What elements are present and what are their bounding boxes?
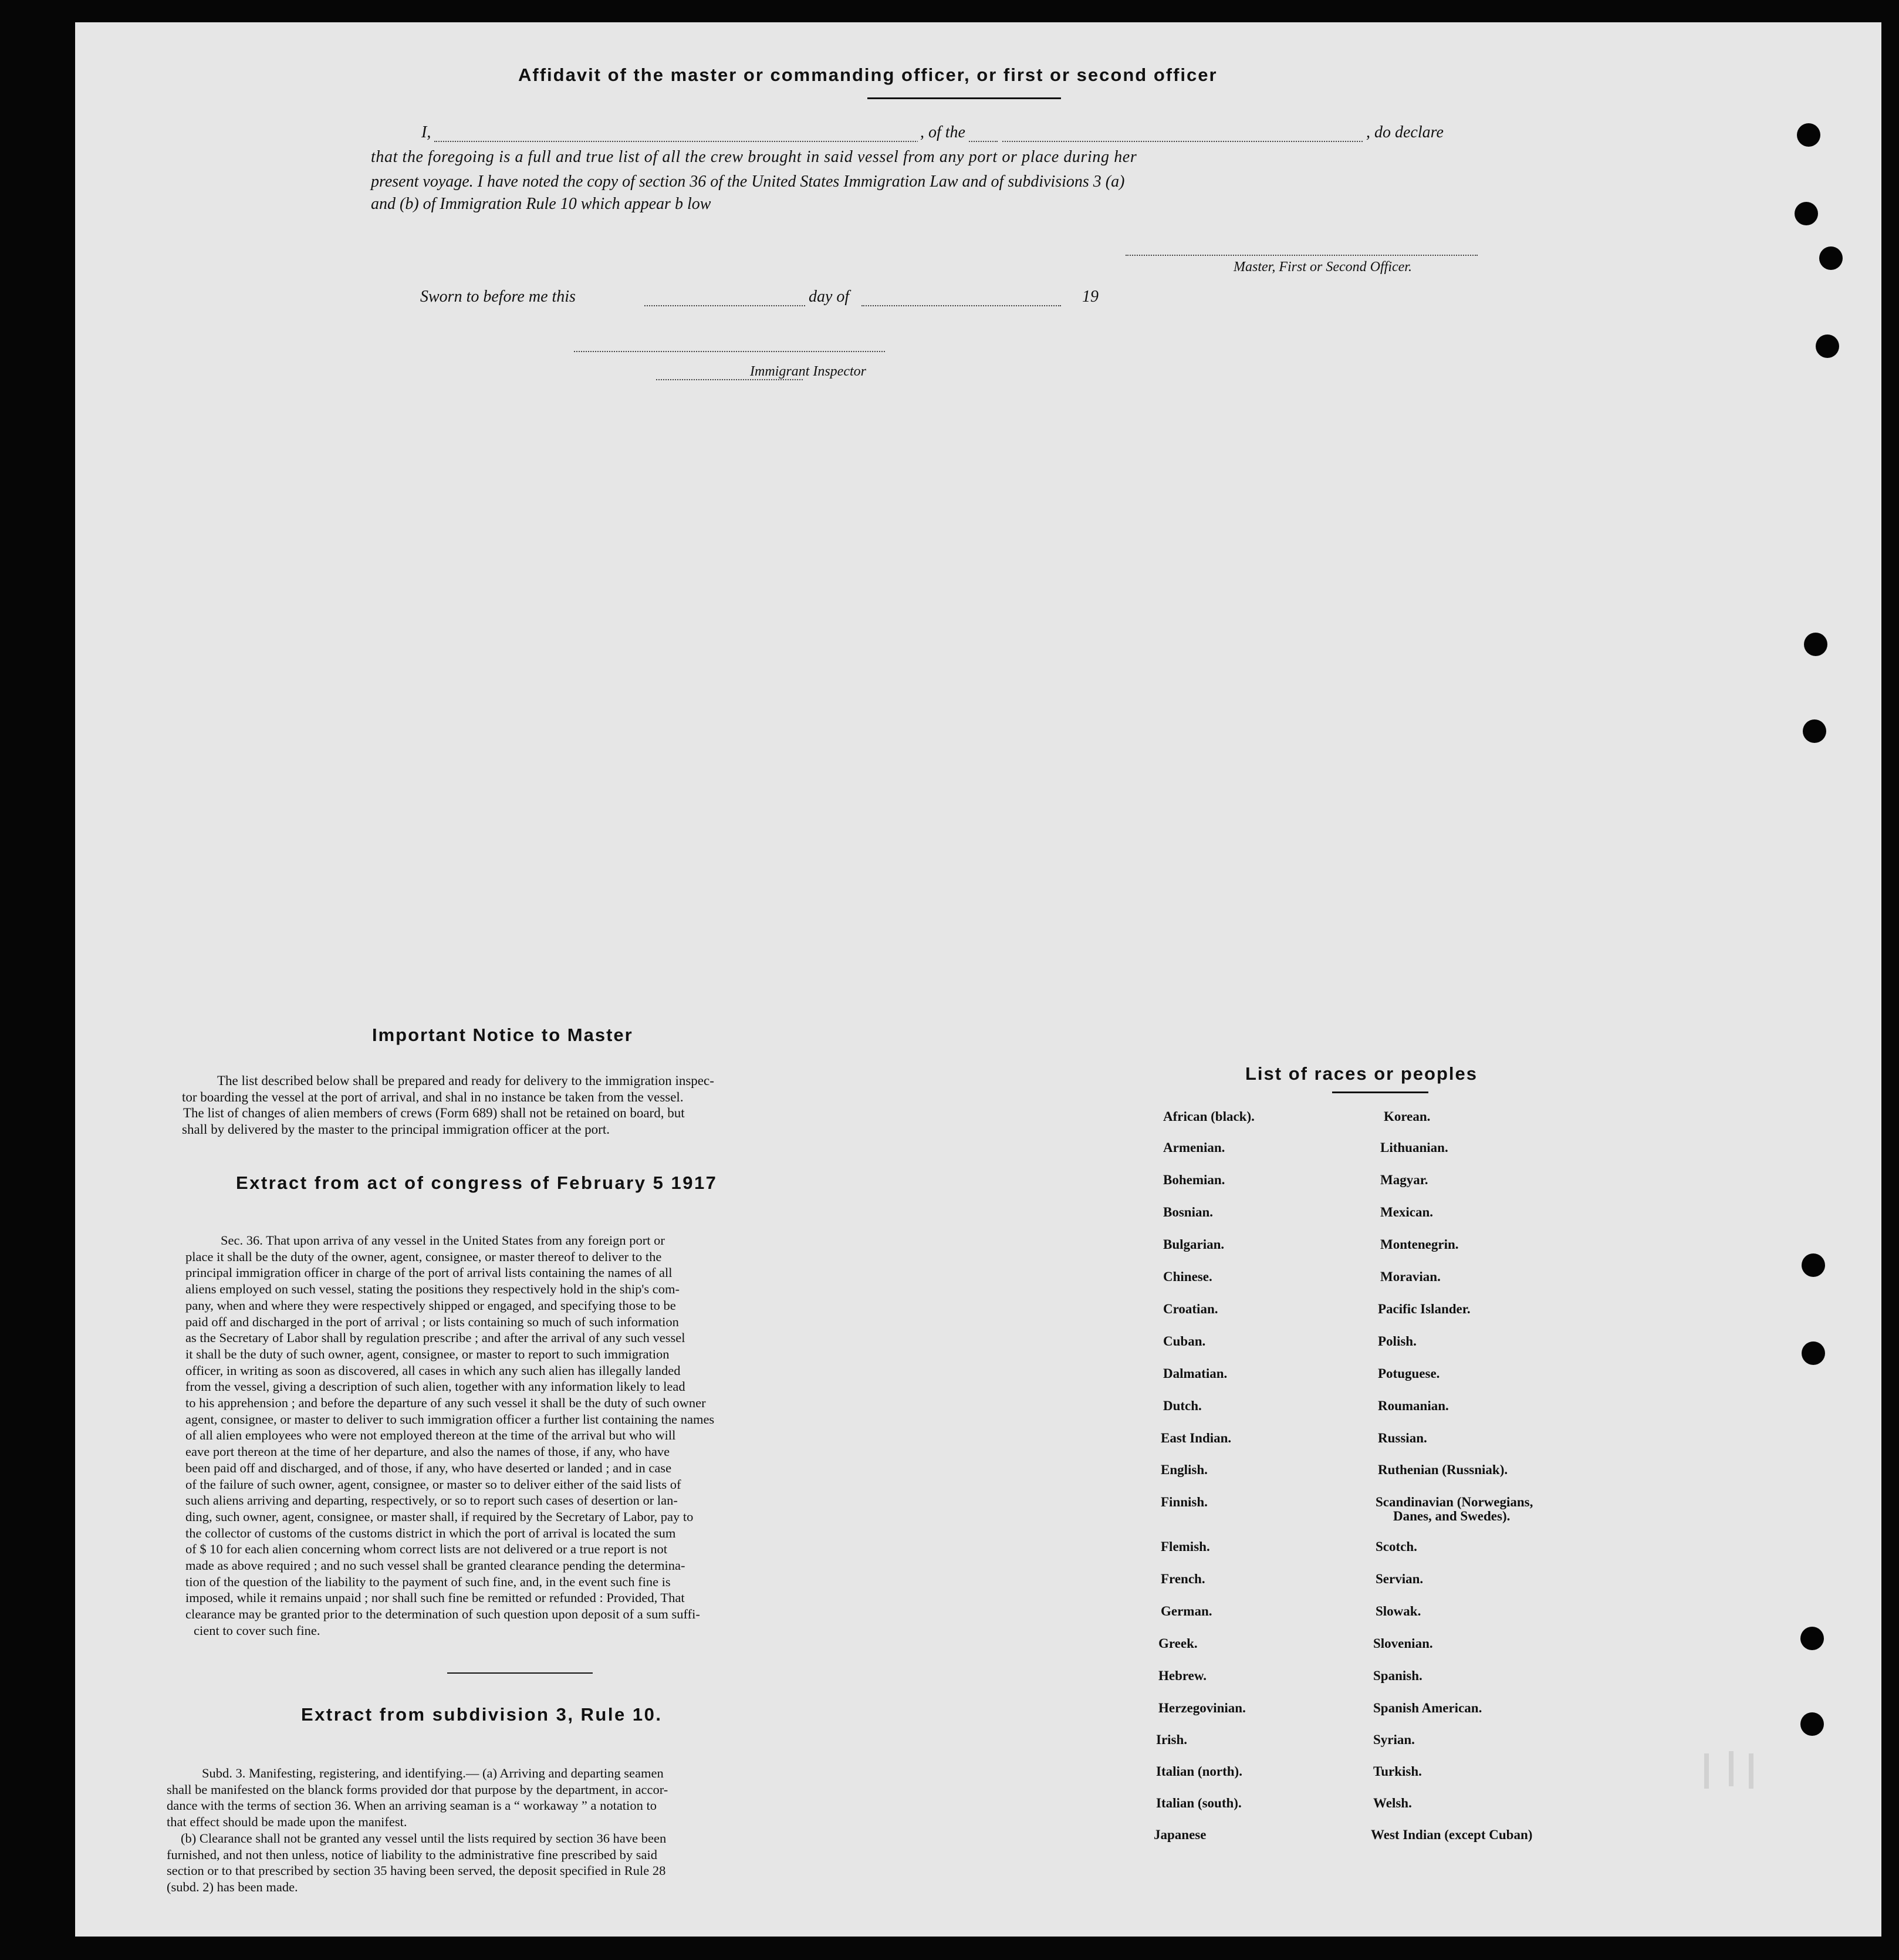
race-right: Polish.	[1378, 1334, 1417, 1349]
rule-line: furnished, and not then unless, notice of liability to the administrative fine prescribed by said	[167, 1847, 658, 1862]
race-right: Ruthenian (Russniak).	[1378, 1462, 1508, 1477]
punch-hole	[1795, 202, 1818, 225]
scan-mark	[1704, 1753, 1709, 1789]
act-line: of all alien employees who were not employed thereon at the time of the arrival but who will	[185, 1428, 676, 1443]
punch-hole	[1804, 633, 1827, 656]
race-right: West Indian (except Cuban)	[1371, 1827, 1533, 1842]
races-title: List of races or peoples	[1245, 1063, 1478, 1084]
manifest-page	[75, 22, 1881, 1937]
race-left: Greek.	[1158, 1636, 1198, 1651]
race-right: Korean.	[1384, 1109, 1431, 1124]
race-right: Moravian.	[1380, 1269, 1441, 1284]
race-right: Russian.	[1378, 1431, 1427, 1445]
inspector-label: Immigrant Inspector	[750, 364, 866, 379]
notice-line: The list described below shall be prepared and ready for delivery to the immigration inspec-	[217, 1073, 714, 1088]
race-right: Slovenian.	[1373, 1636, 1433, 1651]
act-line: from the vessel, giving a description of such alien, together with any information likely to lead	[185, 1379, 685, 1394]
rule-line: Subd. 3. Manifesting, registering, and identifying.— (a) Arriving and departing seamen	[202, 1766, 664, 1780]
race-left: Bosnian.	[1163, 1205, 1214, 1219]
race-right: Servian.	[1376, 1572, 1424, 1586]
race-right: Pacific Islander.	[1378, 1302, 1471, 1316]
act-line: Sec. 36. That upon arriva of any vessel in the United States from any foreign port or	[221, 1233, 665, 1248]
notice-line: tor boarding the vessel at the port of arrival, and shal in no instance be taken from the vessel.	[182, 1089, 684, 1104]
race-right: Welsh.	[1373, 1796, 1412, 1810]
act-line: pany, when and where they were respectively shipped or engaged, and specifying those to be	[185, 1297, 676, 1313]
signature-label: Master, First or Second Officer.	[1234, 259, 1412, 275]
rule-line: shall be manifested on the blanck forms provided dor that purpose by the department, in accor-	[167, 1782, 668, 1797]
race-left: Bulgarian.	[1163, 1237, 1225, 1252]
race-right: Scandinavian (Norwegians,	[1376, 1495, 1533, 1509]
punch-hole	[1819, 246, 1843, 270]
affidavit-title: Affidavit of the master or commanding officer, or first or second officer	[518, 65, 1218, 85]
race-left: African (black).	[1163, 1109, 1255, 1124]
rule-line: (b) Clearance shall not be granted any vessel until the lists required by section 36 have been	[181, 1830, 667, 1846]
punch-hole	[1797, 123, 1820, 147]
sworn-day-of: day of	[806, 288, 851, 306]
race-right: Roumanian.	[1378, 1398, 1449, 1413]
scan-mark	[1749, 1753, 1753, 1789]
race-left: Herzegovinian.	[1158, 1701, 1246, 1715]
race-left: Flemish.	[1161, 1539, 1210, 1554]
act-title: Extract from act of congress of February 5 1917	[236, 1172, 718, 1193]
race-left: Chinese.	[1163, 1269, 1212, 1284]
act-line: cient to cover such fine.	[194, 1623, 320, 1638]
notice-title: Important Notice to Master	[372, 1025, 633, 1045]
notice-line: The list of changes of alien members of crews (Form 689) shall not be retained on board, but	[183, 1106, 685, 1121]
race-left: French.	[1161, 1572, 1205, 1586]
rule-text	[167, 1765, 857, 1895]
declaration-line-2: that the foregoing is a full and true list of all the crew brought in said vessel from any port or place during her	[371, 148, 1137, 166]
act-line: the collector of customs of the customs district in which the port of arrival is located the sum	[185, 1525, 676, 1540]
act-line: of the failure of such owner, agent, consignee, or master so to deliver either of the said lists of	[185, 1476, 681, 1492]
sworn-month-blank	[861, 305, 1061, 306]
act-line: to his apprehension ; and before the departure of any such vessel it shall be the duty of such owner	[185, 1395, 706, 1411]
act-line: agent, consignee, or master to deliver to such immigration officer a further list containing the names	[185, 1411, 715, 1427]
race-left: Dalmatian.	[1163, 1366, 1228, 1381]
act-line: aliens employed on such vessel, stating the positions they respectively hold in the ship's com-	[185, 1282, 680, 1297]
act-line: clearance may be granted prior to the determination of such question upon deposit of a sum suffi-	[185, 1607, 700, 1622]
race-left: Irish.	[1156, 1732, 1188, 1747]
declaration-i: I,	[421, 123, 431, 141]
rule-line: dance with the terms of section 36. When an arriving seaman is a “ workaway ” a notation to	[167, 1798, 657, 1813]
act-line: paid off and discharged in the port of arrival ; or lists containing so much of such information	[185, 1314, 679, 1329]
race-right: Turkish.	[1373, 1764, 1422, 1779]
race-right: Slowak.	[1376, 1604, 1421, 1618]
rule-line: (subd. 2) has been made.	[167, 1879, 298, 1894]
punch-hole	[1800, 1712, 1824, 1736]
act-line: imposed, while it remains unpaid ; nor shall such fine be remitted or refunded : Provided, That	[185, 1590, 685, 1606]
act-line: such aliens arriving and departing, respectively, or so to report such cases of desertion or lan-	[185, 1493, 678, 1508]
act-line: eave port thereon at the time of her departure, and also the names of those, if any, who have	[185, 1444, 670, 1459]
races-title-rule	[1332, 1091, 1428, 1093]
race-left: Hebrew.	[1158, 1668, 1207, 1683]
act-line: place it shall be the duty of the owner, agent, consignee, or master thereof to deliver to the	[185, 1249, 662, 1264]
sworn-year: 19	[1082, 288, 1099, 306]
race-right: Montenegrin.	[1380, 1237, 1459, 1252]
sworn-prefix: Sworn to before me this	[420, 288, 576, 306]
race-right: Danes, and Swedes).	[1393, 1509, 1511, 1523]
act-line: made as above required ; and no such vessel shall be granted clearance pending the determina-	[185, 1558, 685, 1573]
race-left: Bohemian.	[1163, 1172, 1225, 1187]
section-divider	[447, 1672, 593, 1674]
race-left: Italian (north).	[1156, 1764, 1242, 1779]
affidavit-title-rule	[867, 97, 1061, 99]
race-left: German.	[1161, 1604, 1212, 1618]
race-right: Spanish.	[1373, 1668, 1422, 1683]
declaration-of-the: , of the	[918, 123, 968, 142]
punch-hole	[1816, 334, 1839, 358]
race-left: Dutch.	[1163, 1398, 1202, 1413]
act-line: as the Secretary of Labor shall by regulation prescribe ; and after the arrival of any such vessel	[185, 1330, 685, 1346]
act-line: been paid off and discharged, and of those, if any, who have deserted or landed ; and in case	[185, 1460, 672, 1475]
race-left: Cuban.	[1163, 1334, 1206, 1349]
declaration-line-3: present voyage. I have noted the copy of section 36 of the United States Immigration Law and of subdivisions 3 (a)	[371, 173, 1125, 191]
race-right: Scotch.	[1376, 1539, 1417, 1554]
rule-line: that effect should be made upon the manifest.	[167, 1814, 407, 1830]
race-left: Italian (south).	[1156, 1796, 1242, 1810]
scan-mark	[1729, 1751, 1734, 1786]
act-text	[185, 1232, 853, 1639]
declaration-line-4: and (b) of Immigration Rule 10 which appear b low	[371, 195, 711, 213]
race-left: Armenian.	[1163, 1140, 1225, 1155]
race-right: Lithuanian.	[1380, 1140, 1448, 1155]
punch-hole	[1800, 1627, 1824, 1650]
race-left: Finnish.	[1161, 1495, 1208, 1509]
notice-text	[182, 1073, 857, 1138]
race-left: English.	[1161, 1462, 1208, 1477]
act-line: ding, such owner, agent, consignee, or master shall, if required by the Secretary of Labor, pay to	[185, 1509, 694, 1524]
act-line: it shall be the duty of such owner, agent, consignee, or master to report to such immigration	[185, 1346, 670, 1361]
rule-title: Extract from subdivision 3, Rule 10.	[301, 1704, 663, 1725]
race-left: Croatian.	[1163, 1302, 1218, 1316]
signature-blank	[1126, 255, 1478, 256]
inspector-blank	[574, 351, 885, 352]
race-right: Syrian.	[1373, 1732, 1415, 1747]
declaration-do-declare: , do declare	[1364, 123, 1446, 142]
act-line: officer, in writing as soon as discovered, all cases in which any such alien has illegally landed	[185, 1363, 681, 1378]
punch-hole	[1802, 1253, 1825, 1277]
act-line: of $ 10 for each alien concerning whom correct lists are not delivered or a true report is not	[185, 1542, 667, 1557]
race-right: Magyar.	[1380, 1172, 1428, 1187]
race-left: Japanese	[1154, 1827, 1207, 1842]
race-right: Mexican.	[1380, 1205, 1434, 1219]
race-right: Potuguese.	[1378, 1366, 1440, 1381]
race-left: East Indian.	[1161, 1431, 1232, 1445]
act-line: principal immigration officer in charge of the port of arrival lists containing the names of all	[185, 1265, 673, 1280]
punch-hole	[1802, 1341, 1825, 1365]
sworn-day-blank	[644, 305, 815, 306]
notice-line: shall by delivered by the master to the principal immigration officer at the port.	[182, 1122, 610, 1137]
name-blank	[434, 141, 998, 142]
vessel-blank	[1002, 141, 1372, 142]
punch-hole	[1803, 719, 1826, 743]
rule-line: section or to that prescribed by section 35 having been served, the deposit specified in Rule 28	[167, 1863, 666, 1878]
act-line: tion of the question of the liability to the payment of such fine, and, in the event such fine is	[185, 1574, 671, 1589]
race-right: Spanish American.	[1373, 1701, 1482, 1715]
